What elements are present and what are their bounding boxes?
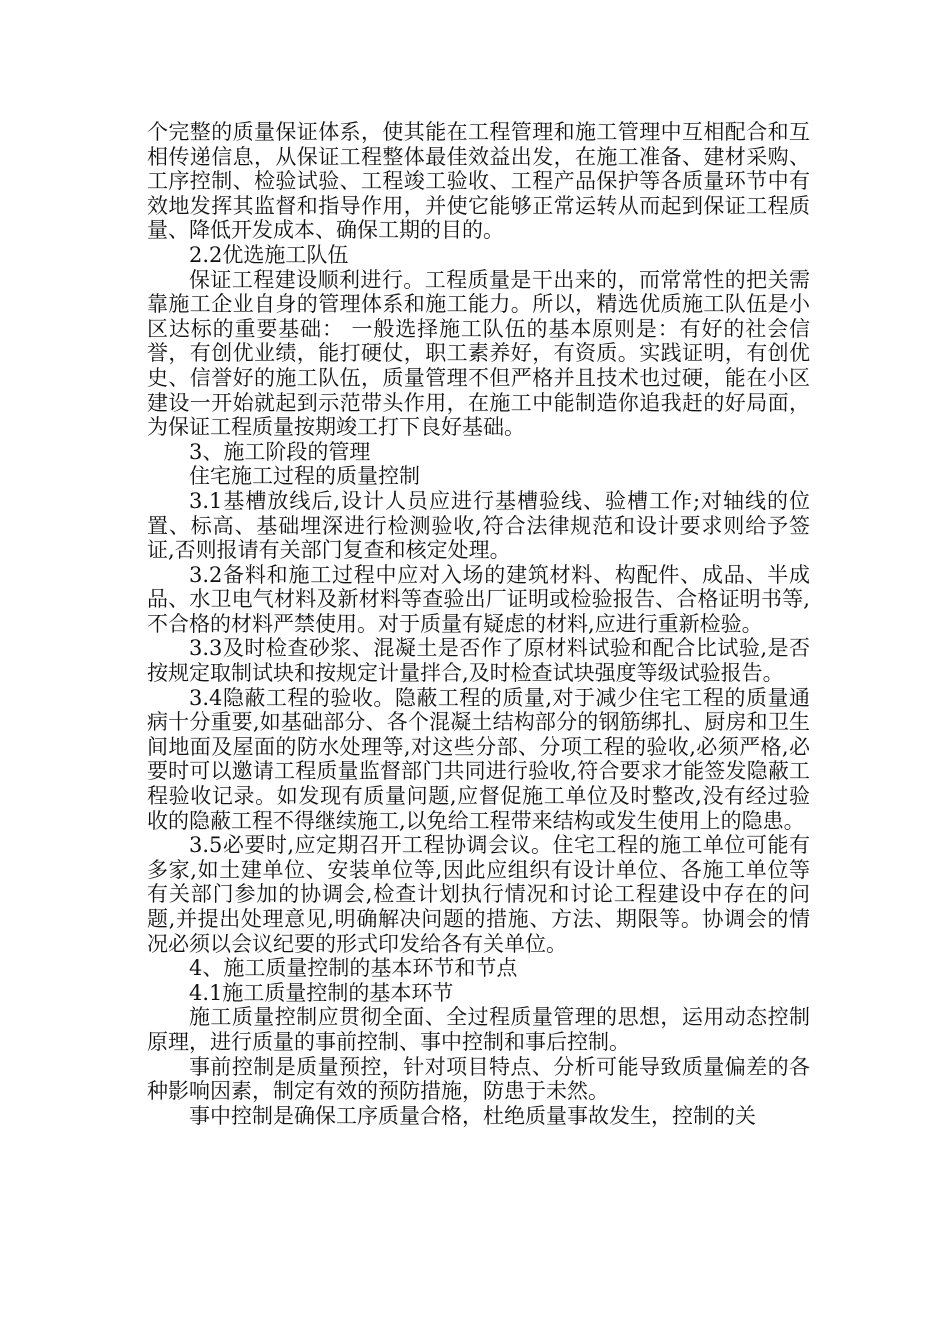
paragraph-3-2: 3.2备料和施工过程中应对入场的建筑材料、构配件、成品、半成品、水卫电气材料及新材料等查验出厂证明或检验报告、合格证明书等,不合格的材料严禁使用。对于质量有疑虑的材料,应进行重新检验。: [147, 562, 810, 636]
heading-2-2: 2.2优选施工队伍: [189, 242, 349, 267]
subheading-quality-control: 住宅施工过程的质量控制: [189, 464, 420, 489]
paragraph-3-4: 3.4隐蔽工程的验收。隐蔽工程的质量,对于减少住宅工程的质量通病十分重要,如基础部分、各个混凝土结构部分的钢筋绑扎、厨房和卫生间地面及屋面的防水处理等,对这些分部、分项工程的验收,必须严格,必要时可以邀请工程质量监督部门共同进行验收,符合要求才能签发隐蔽工程验收记录。如发现有质量问题,应督促施工单位及时整改,没有经过验收的隐蔽工程不得继续施工,以免给工程带来结构或发生使用上的隐患。: [147, 685, 810, 833]
heading-4: 4、施工质量控制的基本环节和节点: [189, 956, 518, 981]
paragraph-3-3: 3.3及时检查砂浆、混凝土是否作了原材料试验和配合比试验,是否按规定取制试块和按规定计量拌合,及时检查试块强度等级试验报告。: [147, 636, 810, 686]
paragraph-4-1-c: 事中控制是确保工序质量合格，杜绝质量事故发生，控制的关: [189, 1103, 756, 1128]
paragraph-2: 保证工程建设顺利进行。工程质量是干出来的，而常常性的把关需靠施工企业自身的管理体系和施工能力。所以，精选优质施工队伍是小区达标的重要基础： 一般选择施工队伍的基本原则是：有好的社会信誉，有创优业绩，能打硬仗，职工素养好，有资质。实践证明，有创优史、信誉好的施工队伍，质量管理不但严格并且技术也过硬，能在小区建设一开始就起到示范带头作用，在施工中能制造你追我赶的好局面，为保证工程质量按期竣工打下良好基础。: [147, 267, 810, 440]
paragraph-4-1-b: 事前控制是质量预控，针对项目特点、分析可能导致质量偏差的各种影响因素，制定有效的预防措施，防患于未然。: [147, 1054, 810, 1104]
heading-3: 3、施工阶段的管理: [189, 439, 371, 464]
paragraph-4-1-a: 施工质量控制应贯彻全面、全过程质量管理的思想，运用动态控制原理，进行质量的事前控制、事中控制和事后控制。: [147, 1005, 810, 1054]
paragraph-3-5: 3.5必要时,应定期召开工程协调会议。住宅工程的施工单位可能有多家,如土建单位、安装单位等,因此应组织有设计单位、各施工单位等有关部门参加的协调会,检查计划执行情况和讨论工程建设中存在的问题,并提出处理意见,明确解决问题的措施、方法、期限等。协调会的情况必须以会议纪要的形式印发给各有关单位。: [147, 833, 810, 956]
paragraph-1: 个完整的质量保证体系，使其能在工程管理和施工管理中互相配合和互相传递信息，从保证工程整体最佳效益出发，在施工准备、建材采购、工序控制、检验试验、工程竣工验收、工程产品保护等各质量环节中有效地发挥其监督和指导作用，并使它能够正常运转从而起到保证工程质量、降低开发成本、确保工期的目的。: [147, 120, 810, 243]
heading-4-1: 4.1施工质量控制的基本环节: [189, 980, 454, 1005]
document-body: [147, 120, 810, 1128]
paragraph-3-1: 3.1基槽放线后,设计人员应进行基槽验线、验槽工作;对轴线的位置、标高、基础埋深进行检测验收,符合法律规范和设计要求则给予签证,否则报请有关部门复查和核定处理。: [147, 488, 810, 563]
